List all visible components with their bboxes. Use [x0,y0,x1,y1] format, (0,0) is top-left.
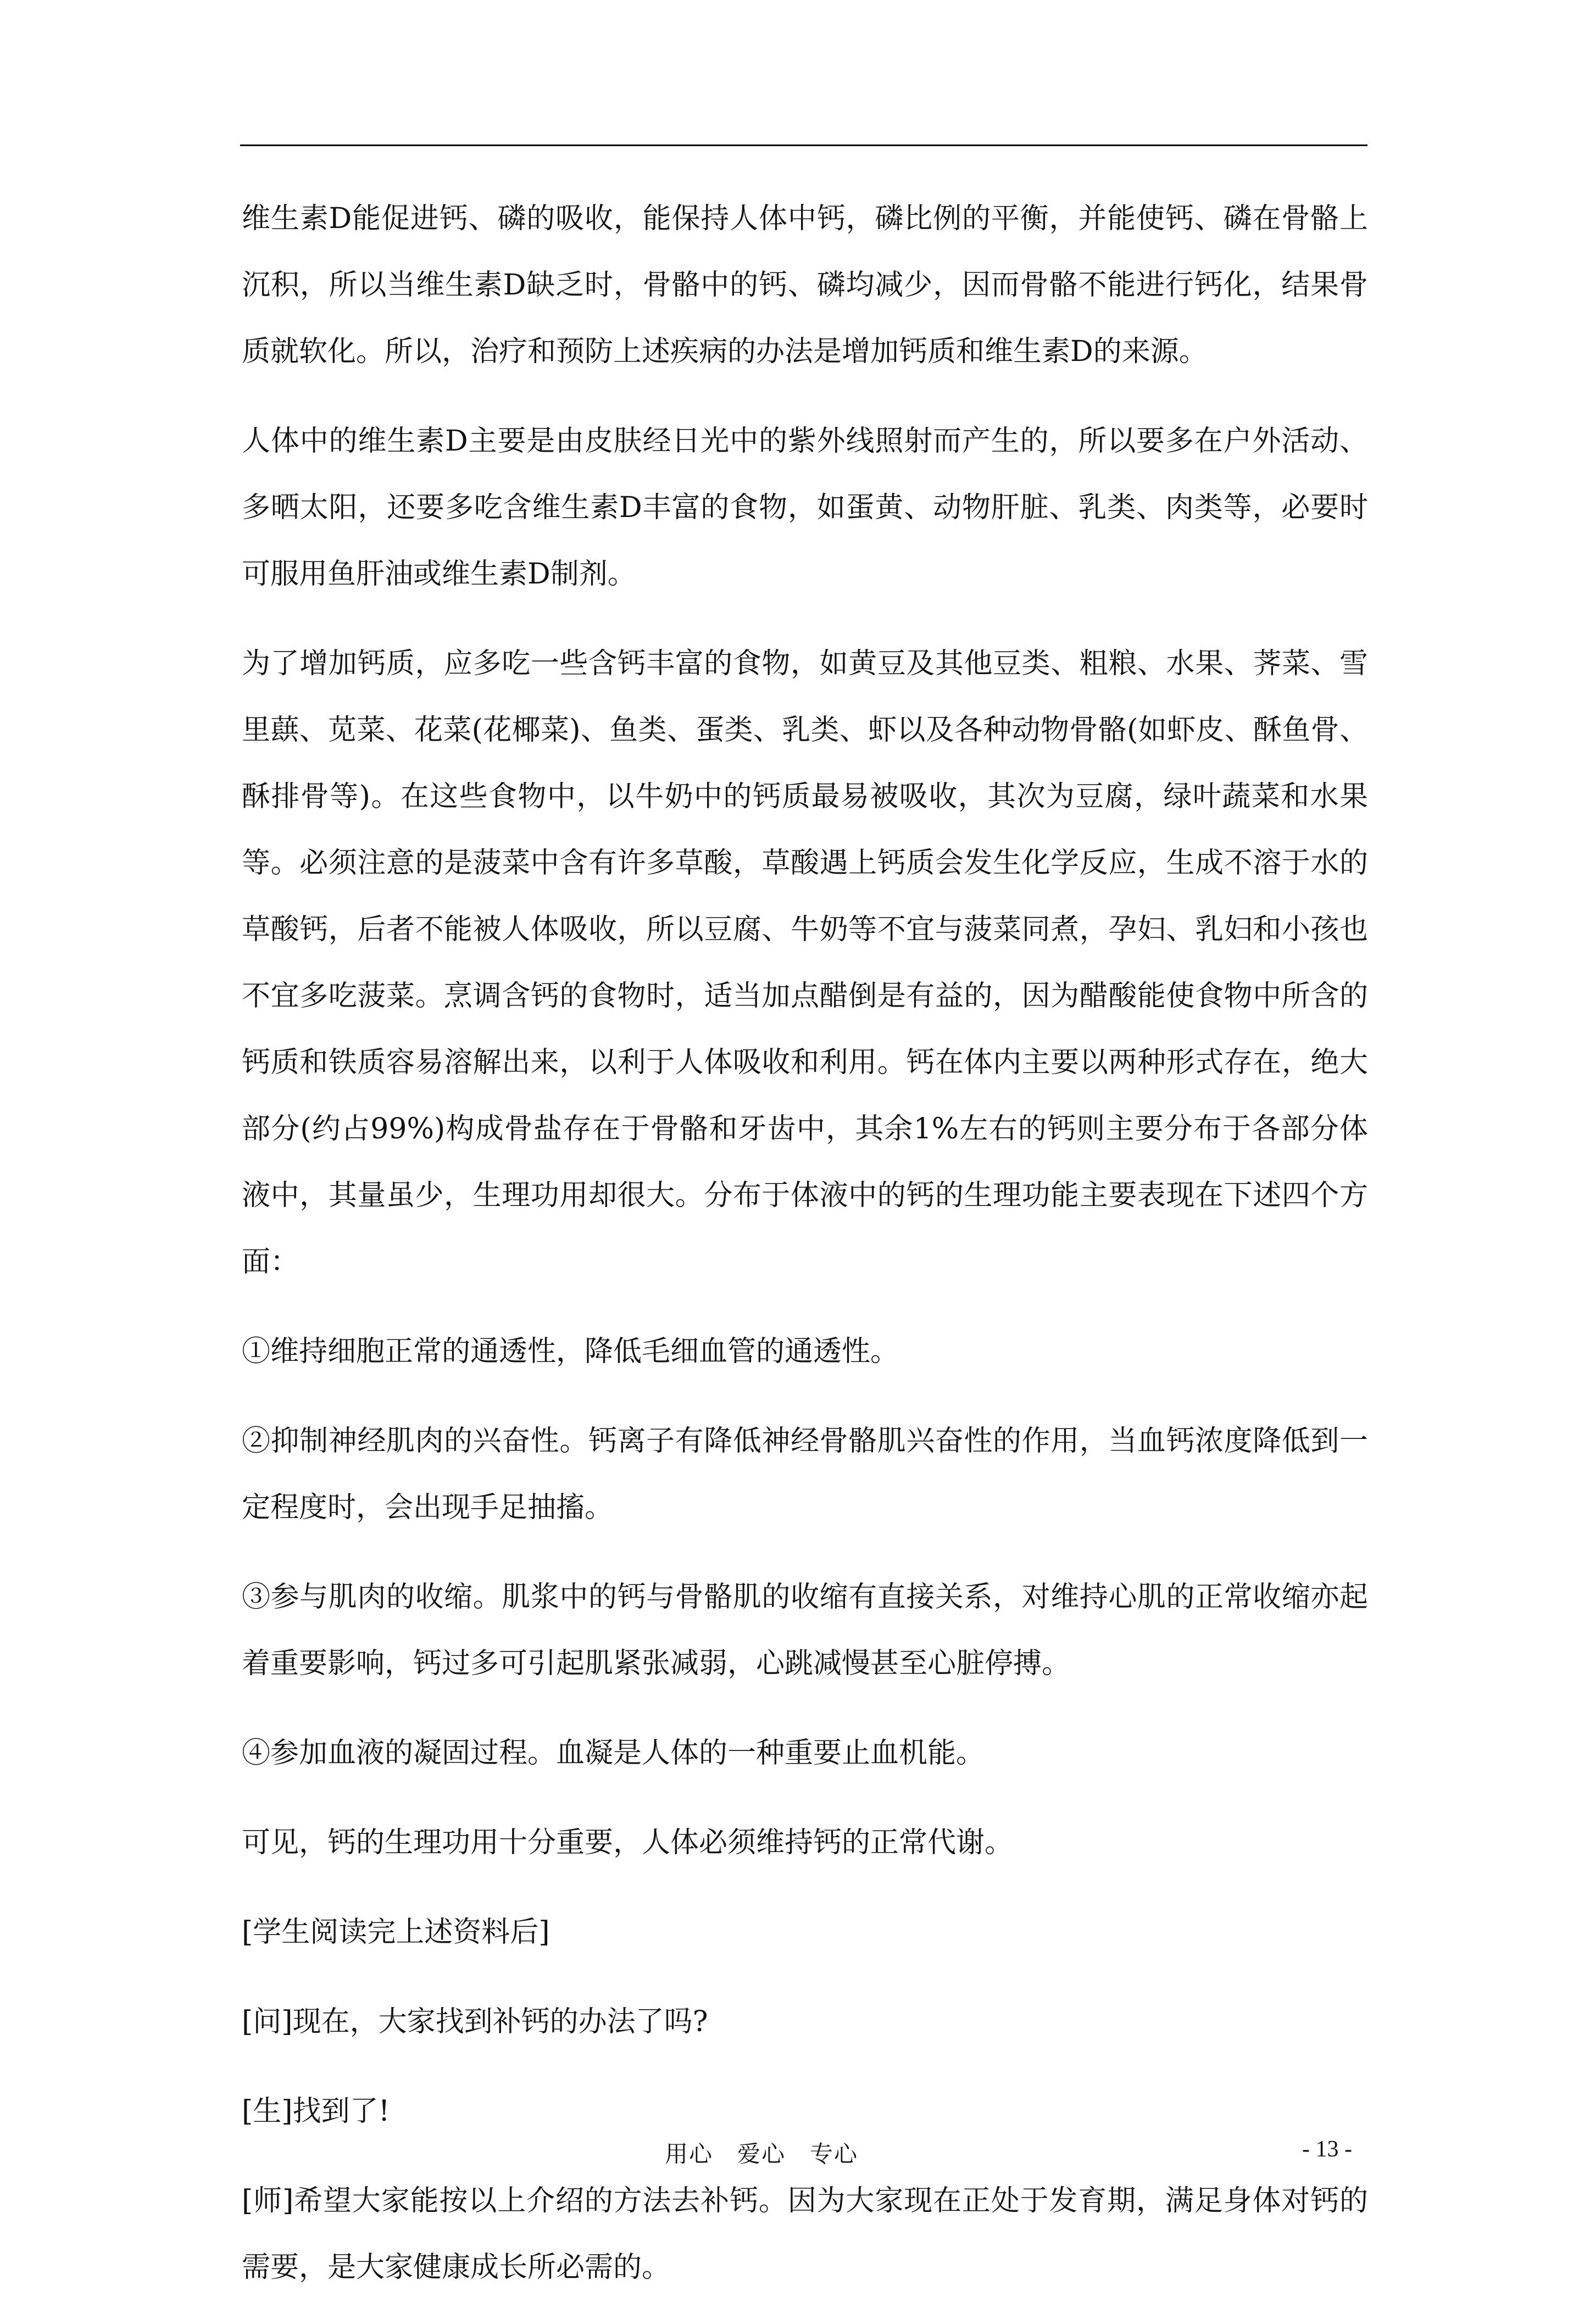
paragraph-question: [问]现在，大家找到补钙的办法了吗? [242,2005,708,2038]
paragraph-student-answer: [生]找到了! [242,2095,390,2128]
footer-motto: 用心 爱心 专心 [665,2140,859,2167]
paragraph-vitamin-d-function: 维生素D能促进钙、磷的吸收，能保持人体中钙，磷比例的平衡，并能使钙、磷在骨骼上沉积，所以当维生素D缺乏时，骨骼中的钙、磷均减少，因而骨骼不能进行钙化，结果骨质就软化。所以，治疗和预防上述疾病的办法是增加钙质和维生素D的来源。 [242,202,1368,368]
document-body [242,186,1368,2324]
header-rule [240,144,1367,146]
page-number: - 13 - [1302,2137,1352,2162]
paragraph-point-1: ①维持细胞正常的通透性，降低毛细血管的通透性。 [242,1335,899,1368]
paragraph-conclusion: 可见，钙的生理功用十分重要，人体必须维持钙的正常代谢。 [242,1826,1014,1859]
paragraph-point-3: ③参与肌肉的收缩。肌浆中的钙与骨骼肌的收缩有直接关系，对维持心肌的正常收缩亦起着重要影响，钙过多可引起肌紧张减弱，心跳减慢甚至心脏停搏。 [242,1581,1368,1680]
paragraph-point-4: ④参加血液的凝固过程。血凝是人体的一种重要止血机能。 [242,1737,985,1770]
paragraph-teacher-remark: [师]希望大家能按以上介绍的方法去补钙。因为大家现在正处于发育期，满足身体对钙的需要，是大家健康成长所必需的。 [242,2184,1368,2284]
paragraph-stage-note: [学生阅读完上述资料后] [242,1916,550,1949]
paragraph-point-2: ②抑制神经肌肉的兴奋性。钙离子有降低神经骨骼肌兴奋性的作用，当血钙浓度降低到一定程度时，会出现手足抽搐。 [242,1425,1368,1524]
paragraph-calcium-food: 为了增加钙质，应多吃一些含钙丰富的食物，如黄豆及其他豆类、粗粮、水果、荠菜、雪里蕻、苋菜、花菜(花椰菜)、鱼类、蛋类、乳类、虾以及各种动物骨骼(如虾皮、酥鱼骨、酥排骨等)。在这些食物中，以牛奶中的钙质最易被吸收，其次为豆腐，绿叶蔬菜和水果等。必须注意的是菠菜中含有许多草酸，草酸遇上钙质会发生化学反应，生成不溶于水的草酸钙，后者不能被人体吸收，所以豆腐、牛奶等不宜与菠菜同煮，孕妇、乳妇和小孩也不宜多吃菠菜。烹调含钙的食物时，适当加点醋倒是有益的，因为醋酸能使食物中所含的钙质和铁质容易溶解出来，以利于人体吸收和利用。钙在体内主要以两种形式存在，绝大部分(约占99%)构成骨盐存在于骨骼和牙齿中，其余1%左右的钙则主要分布于各部分体液中，其量虽少，生理功用却很大。分布于体液中的钙的生理功能主要表现在下述四个方面： [242,647,1368,1278]
paragraph-vitamin-d-source: 人体中的维生素D主要是由皮肤经日光中的紫外线照射而产生的，所以要多在户外活动、多晒太阳，还要多吃含维生素D丰富的食物，如蛋黄、动物肝脏、乳类、肉类等，必要时可服用鱼肝油或维生素D制剂。 [242,425,1368,591]
